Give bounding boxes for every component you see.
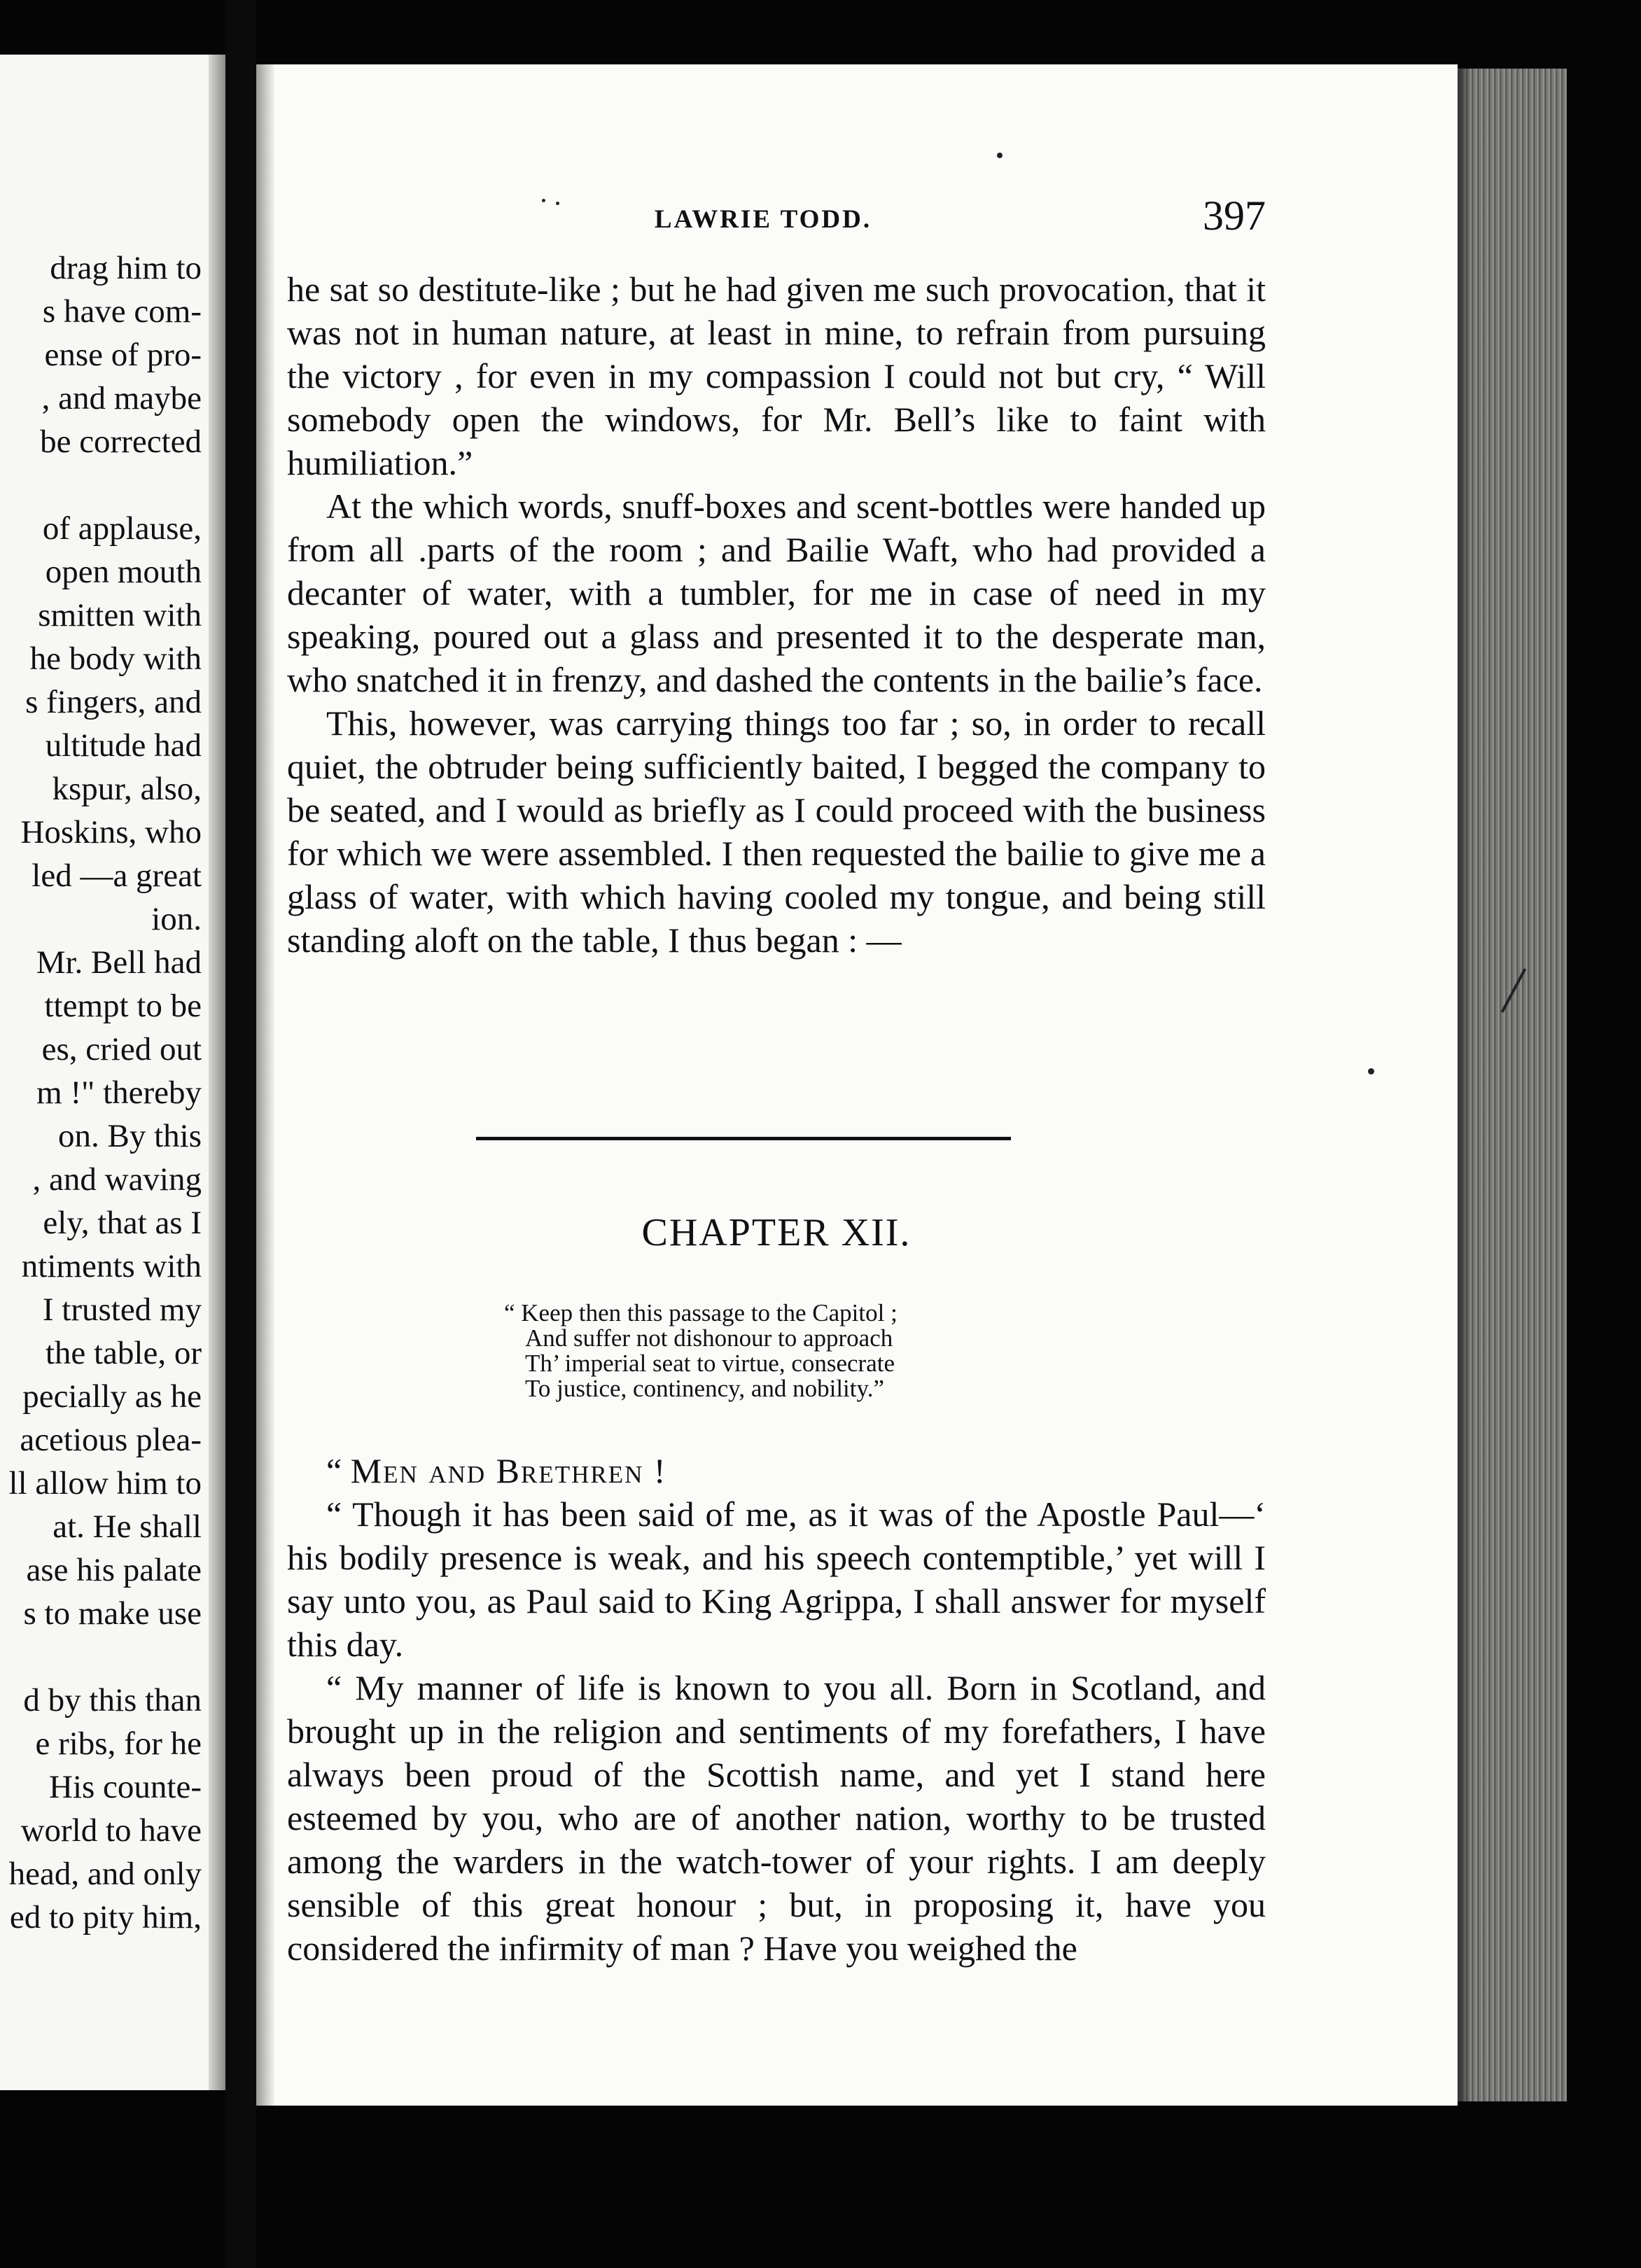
left-page-line: ed to pity him,: [9, 1899, 202, 1935]
salutation: [326, 1449, 956, 1492]
speck-mark: [1368, 1068, 1374, 1074]
left-page-line: open mouth: [45, 554, 202, 590]
left-page-line: ntiments with: [21, 1248, 202, 1284]
left-page-line: , and maybe: [41, 380, 202, 416]
left-page-line: ll allow him to: [8, 1465, 202, 1502]
epigraph: [504, 1301, 1036, 1401]
left-page-line: m !" thereby: [36, 1074, 202, 1111]
left-page-line: ion.: [151, 901, 202, 937]
paragraph: At the which words, snuff-boxes and scent-bottles were handed up from all .parts of the room ; and Bailie Waft, who had provided a decanter of water, with a tumbler, for me in case of need in my speaking, poured out a glass and presented it to the desperate man, who snatched it in frenzy, and dashed the contents in the bailie’s face.: [287, 486, 1266, 699]
epigraph-line: And suffer not dishonour to approach: [525, 1324, 893, 1352]
left-page-line: d by this than: [23, 1682, 202, 1718]
left-page-line: the table, or: [45, 1335, 202, 1371]
left-page-line: ense of pro-: [44, 337, 202, 373]
left-page-line: Hoskins, who: [20, 814, 202, 850]
right-page-inner-shadow: [256, 64, 274, 2106]
left-page-line: , and waving: [32, 1161, 202, 1198]
salutation-text: Men and Brethren !: [350, 1451, 667, 1490]
left-page-gutter-shadow: [209, 55, 225, 2090]
left-page-line: he body with: [29, 640, 202, 677]
left-page-line: of applause,: [42, 510, 202, 547]
left-page-line: ely, that as I: [43, 1205, 202, 1241]
salutation-quote: “: [326, 1451, 351, 1490]
paragraph: This, however, was carrying things too far ; so, in order to recall quiet, the obtruder being sufficiently baited, I begged the company to be seated, and I would as briefly as I could proceed with the business for which we were assembled. I then requested the bailie to give me a glass of water, with which having cooled my tongue, and being still standing aloft on the table, I thus began : —: [287, 704, 1266, 960]
chapter-body-text: [287, 1492, 1266, 1970]
page-edges: [1458, 69, 1567, 2101]
running-head: LAWRIE TODD.: [654, 205, 872, 234]
left-page-line: ase his palate: [26, 1552, 202, 1588]
left-page-line: world to have: [20, 1812, 202, 1849]
chapter-heading: CHAPTER XII.: [641, 1211, 912, 1254]
left-page-line: s have com-: [42, 293, 202, 330]
paragraph: “ Though it has been said of me, as it was of the Apostle Paul—‘ his bodily presence is weak, and his speech contemptible,’ yet will I say unto you, as Paul said to King Agrippa, I shall answer for myself this day.: [287, 1494, 1266, 1664]
page-edges-shadow: [1458, 69, 1472, 2101]
page-header: [287, 188, 1266, 251]
left-page-line: head, and only: [8, 1856, 202, 1892]
paragraph: he sat so destitute-like ; but he had given me such provocation, that it was not in human nature, at least in mine, to refrain from pursuing the victory , for even in my compassion I could not but cry, “ Will somebody open the windows, for Mr. Bell’s like to faint with humiliation.”: [287, 270, 1266, 482]
left-page-line: ultitude had: [45, 727, 202, 764]
left-page-line: ttempt to be: [44, 988, 202, 1024]
page-number: 397: [1203, 192, 1266, 239]
epigraph-line: To justice, continency, and nobility.”: [525, 1375, 885, 1402]
left-page-line: s to make use: [23, 1595, 202, 1632]
left-page-line: on. By this: [57, 1118, 202, 1154]
left-page-line: His counte-: [49, 1769, 202, 1805]
section-divider: [476, 1137, 1011, 1140]
epigraph-line: “ Keep then this passage to the Capitol ;: [504, 1299, 898, 1326]
left-page-line: s fingers, and: [25, 684, 202, 720]
left-page-line: drag him to: [50, 250, 202, 286]
left-facing-page: [0, 55, 225, 2090]
left-page-line: Mr. Bell had: [36, 944, 202, 981]
left-page-line: at. He shall: [53, 1508, 202, 1545]
left-page-line: led —a great: [32, 858, 202, 894]
left-page-line: es, cried out: [41, 1031, 202, 1068]
left-page-line: pecially as he: [22, 1378, 202, 1415]
left-page-line: e ribs, for he: [35, 1726, 202, 1762]
book-spine: [225, 0, 256, 2268]
body-text: [287, 267, 1266, 962]
epigraph-line: Th’ imperial seat to virtue, consecrate: [525, 1350, 895, 1377]
speck-mark: [997, 153, 1003, 158]
left-page-line: kspur, also,: [52, 771, 202, 807]
left-page-line: acetious plea-: [20, 1422, 202, 1458]
left-page-line: I trusted my: [42, 1292, 202, 1328]
left-page-line: be corrected: [40, 424, 202, 460]
left-page-line: smitten with: [38, 597, 202, 634]
paragraph: “ My manner of life is known to you all. Born in Scotland, and brought up in the religion and sentiments of my forefathers, I have always been proud of the Scottish name, and yet I stand here esteemed by you, who are of another nation, worthy to be trusted among the warders in the watch-tower of your rights. I am deeply sensible of this great honour ; but, in proposing it, have you considered the infirmity of man ? Have you weighed the: [287, 1668, 1266, 1968]
